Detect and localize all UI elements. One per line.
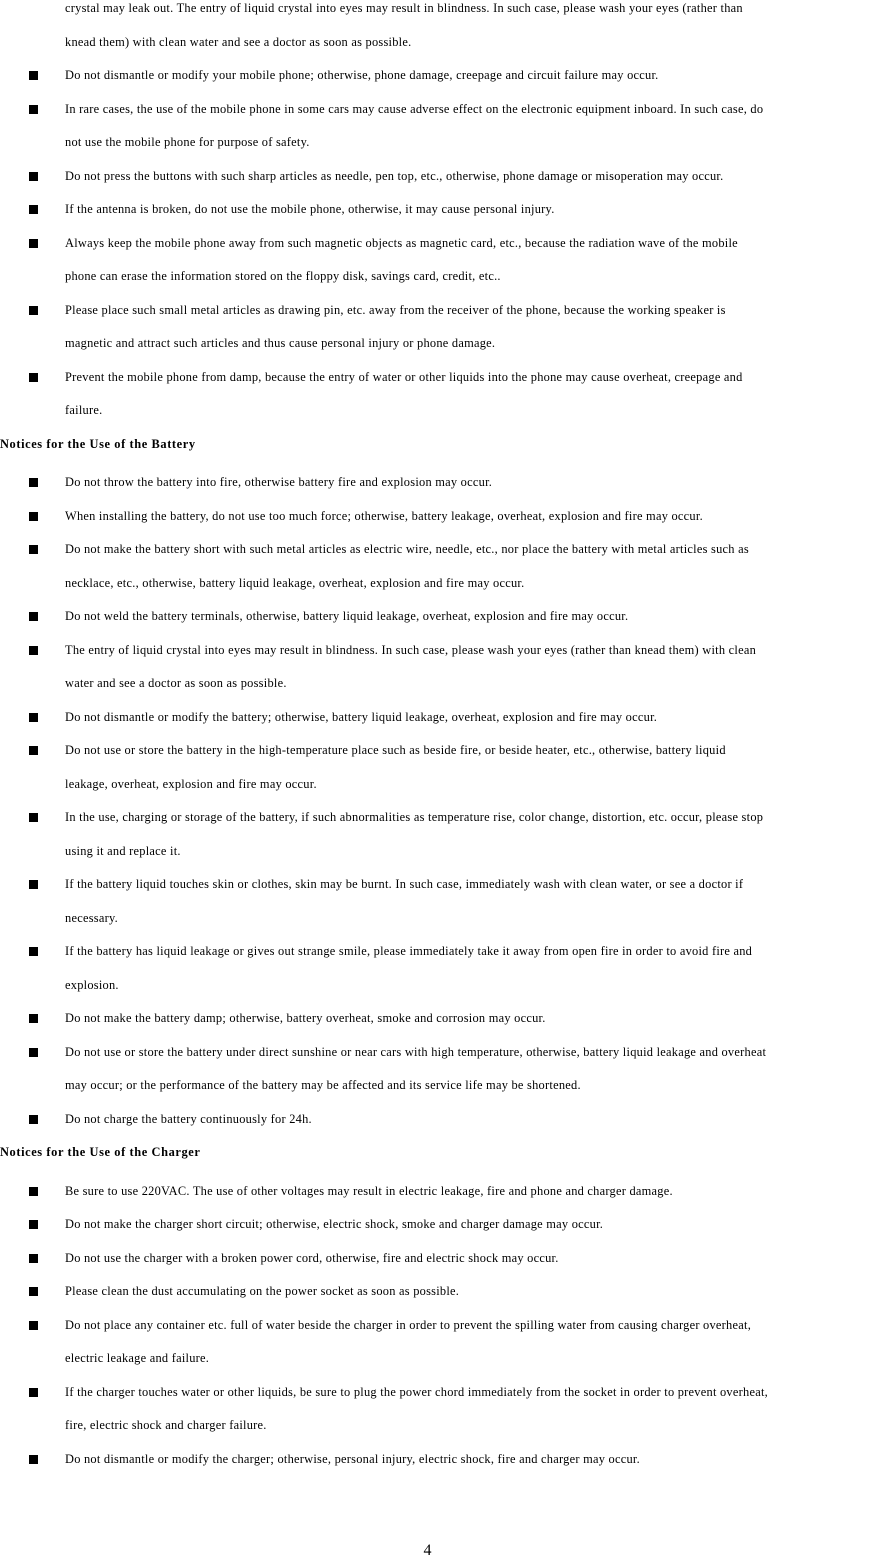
bullet-square-icon [29, 646, 38, 655]
phone-notice-item-text: Do not press the buttons with such sharp articles as needle, pen top, etc., otherwise, phone damage or misoperation may occur. [65, 168, 724, 183]
battery-notice-item-text: Do not make the battery damp; otherwise, battery overheat, smoke and corrosion may occur. [65, 1011, 546, 1025]
phone-notice-item-text: magnetic and attract such articles and thus cause personal injury or phone damage. [65, 336, 496, 350]
battery-notice-item-text: necklace, etc., otherwise, battery liquid leakage, overheat, explosion and fire may occur. [65, 575, 525, 590]
bullet-square-icon [29, 1014, 38, 1023]
battery-notice-item-text: Do not throw the battery into fire, otherwise battery fire and explosion may occur. [65, 475, 493, 489]
bullet-square-icon [29, 545, 38, 554]
bullet-square-icon [29, 478, 38, 487]
bullet-square-icon [29, 1187, 38, 1196]
phone-notice-item-text: Please place such small metal articles as drawing pin, etc. away from the receiver of the phone, because the working speaker is [65, 302, 726, 317]
battery-notice-item-text: If the battery liquid touches skin or clothes, skin may be burnt. In such case, immediately wash with clean water, or see a doctor if [65, 877, 744, 891]
phone-notice-item-text: In rare cases, the use of the mobile phone in some cars may cause adverse effect on the electronic equipment inboard. In such case, do [65, 101, 764, 116]
bullet-square-icon [29, 105, 38, 114]
bullet-square-icon [29, 1254, 38, 1263]
battery-notice-item-text: explosion. [65, 977, 119, 992]
bullet-square-icon [29, 172, 38, 181]
bullet-square-icon [29, 1388, 38, 1397]
phone-notice-item-text: phone can erase the information stored on the floppy disk, savings card, credit, etc.. [65, 269, 501, 283]
battery-notice-item-text: necessary. [65, 910, 118, 925]
battery-notice-item-text: Do not use or store the battery under direct sunshine or near cars with high temperature, otherwise, battery liquid leakage and overheat [65, 1044, 767, 1059]
bullet-square-icon [29, 1455, 38, 1464]
bullet-square-icon [29, 880, 38, 889]
phone-notice-item-text: If the antenna is broken, do not use the mobile phone, otherwise, it may cause personal injury. [65, 202, 555, 216]
bullet-square-icon [29, 239, 38, 248]
continuation-text: knead them) with clean water and see a doctor as soon as possible. [65, 34, 412, 49]
bullet-square-icon [29, 612, 38, 621]
battery-notice-item-text: Do not make the battery short with such metal articles as electric wire, needle, etc., nor place the battery with metal articles such as [65, 542, 749, 556]
bullet-square-icon [29, 813, 38, 822]
battery-section-heading: Notices for the Use of the Battery [0, 436, 196, 451]
battery-notice-item-text: Do not dismantle or modify the battery; otherwise, battery liquid leakage, overheat, explosion and fire may occur. [65, 709, 658, 724]
battery-notice-item-text: The entry of liquid crystal into eyes may result in blindness. In such case, please wash your eyes (rather than knead them) with clean [65, 642, 757, 657]
battery-notice-item-text: Do not use or store the battery in the high-temperature place such as beside fire, or beside heater, etc., otherwise, battery liquid [65, 743, 726, 757]
battery-notice-item-text: using it and replace it. [65, 843, 181, 858]
battery-notice-item-text: If the battery has liquid leakage or gives out strange smile, please immediately take it away from open fire in order to avoid fire and [65, 944, 753, 958]
bullet-square-icon [29, 373, 38, 382]
charger-notice-item-text: Please clean the dust accumulating on the power socket as soon as possible. [65, 1284, 460, 1298]
battery-notice-item-text: In the use, charging or storage of the battery, if such abnormalities as temperature rise, color change, distortion, etc. occur, please stop [65, 810, 764, 824]
phone-notice-item-text: Prevent the mobile phone from damp, because the entry of water or other liquids into the phone may cause overheat, creepage and [65, 369, 743, 384]
continuation-text: crystal may leak out. The entry of liquid crystal into eyes may result in blindness. In such case, please wash your eyes (rather than [65, 1, 743, 15]
charger-notice-item-text: Do not place any container etc. full of water beside the charger in order to prevent the spilling water from causing charger overheat, [65, 1317, 752, 1332]
charger-notice-item-text: If the charger touches water or other liquids, be sure to plug the power chord immediately from the socket in order to prevent overheat, [65, 1384, 768, 1399]
page-number: 4 [423, 1542, 432, 1559]
charger-notice-item-text: Do not make the charger short circuit; otherwise, electric shock, smoke and charger damage may occur. [65, 1217, 604, 1231]
bullet-square-icon [29, 713, 38, 722]
bullet-square-icon [29, 306, 38, 315]
bullet-square-icon [29, 512, 38, 521]
battery-notice-item-text: leakage, overheat, explosion and fire may occur. [65, 776, 317, 791]
phone-notice-item-text: Do not dismantle or modify your mobile phone; otherwise, phone damage, creepage and circuit failure may occur. [65, 68, 659, 82]
bullet-square-icon [29, 1115, 38, 1124]
phone-notice-item-text: failure. [65, 403, 103, 417]
bullet-square-icon [29, 1321, 38, 1330]
bullet-square-icon [29, 205, 38, 214]
bullet-square-icon [29, 947, 38, 956]
battery-notice-item-text: water and see a doctor as soon as possible. [65, 676, 287, 690]
bullet-square-icon [29, 746, 38, 755]
bullet-square-icon [29, 1220, 38, 1229]
charger-notice-item-text: electric leakage and failure. [65, 1351, 210, 1365]
charger-notice-item-text: Do not dismantle or modify the charger; otherwise, personal injury, electric shock, fire and charger may occur. [65, 1451, 640, 1466]
charger-notice-item-text: Be sure to use 220VAC. The use of other voltages may result in electric leakage, fire and phone and charger damage. [65, 1183, 673, 1198]
charger-section-heading: Notices for the Use of the Charger [0, 1145, 201, 1159]
charger-notice-item-text: fire, electric shock and charger failure. [65, 1418, 267, 1432]
bullet-square-icon [29, 1287, 38, 1296]
battery-notice-item-text: Do not weld the battery terminals, otherwise, battery liquid leakage, overheat, explosion and fire may occur. [65, 609, 629, 623]
phone-notice-item-text: not use the mobile phone for purpose of safety. [65, 135, 310, 149]
phone-notice-item-text: Always keep the mobile phone away from such magnetic objects as magnetic card, etc., because the radiation wave of the mobile [65, 235, 738, 250]
battery-notice-item-text: When installing the battery, do not use too much force; otherwise, battery leakage, overheat, explosion and fire may occur. [65, 508, 703, 523]
battery-notice-item-text: Do not charge the battery continuously for 24h. [65, 1111, 312, 1126]
battery-notice-item-text: may occur; or the performance of the battery may be affected and its service life may be shortened. [65, 1078, 581, 1092]
bullet-square-icon [29, 71, 38, 80]
bullet-square-icon [29, 1048, 38, 1057]
charger-notice-item-text: Do not use the charger with a broken power cord, otherwise, fire and electric shock may occur. [65, 1250, 559, 1265]
